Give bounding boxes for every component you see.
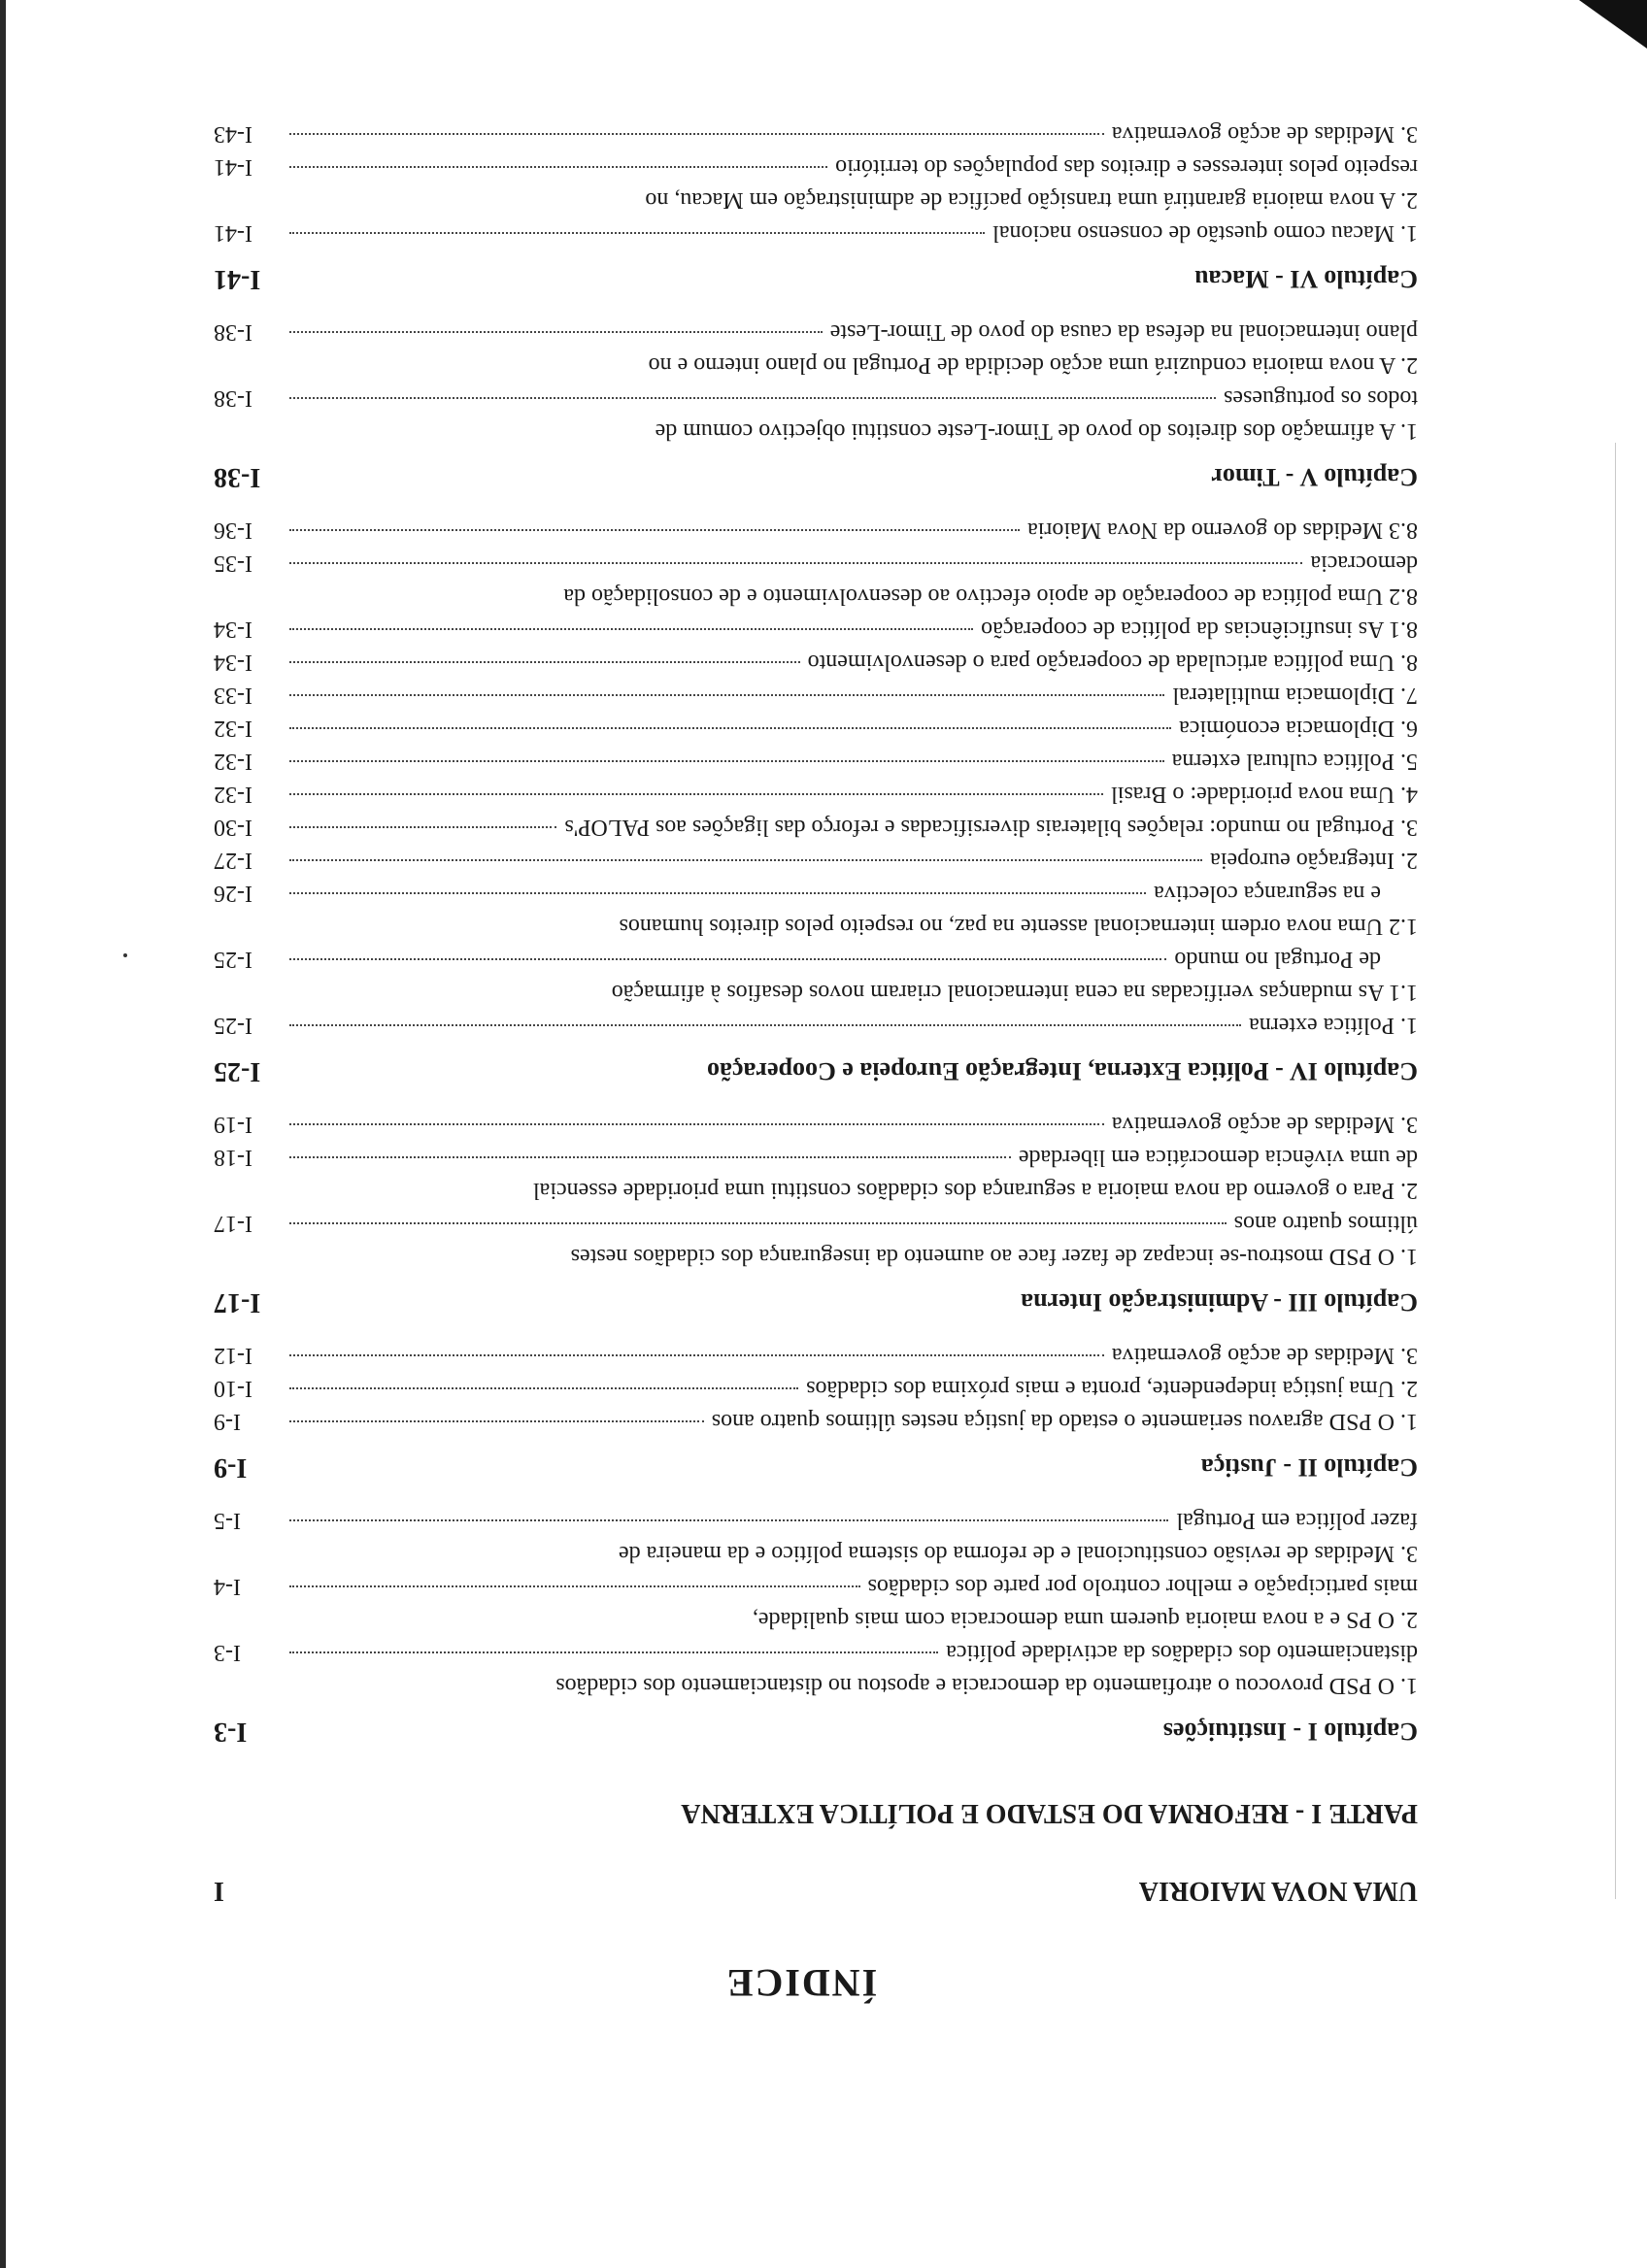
toc-entry <box>214 811 1418 844</box>
toc-entry <box>214 844 1418 877</box>
toc-entry <box>214 745 1418 778</box>
entry-page: I-30 <box>214 815 252 840</box>
chapter-title: Capítulo V - Timor <box>1211 463 1418 491</box>
chapter-heading <box>214 1716 1418 1747</box>
toc-entry <box>214 1504 1418 1570</box>
dot-leader <box>289 331 823 333</box>
toc-entry <box>214 1141 1418 1207</box>
entry-text: 1. Macau como questão de consenso nacional <box>992 220 1418 246</box>
entry-text: 2. Para o governo da nova maioria a segurança dos cidadãos constitui uma prioridade essencial <box>532 1178 1418 1203</box>
chapter-page: I-3 <box>214 1717 248 1747</box>
entry-text: 6. Diplomacia económica <box>1179 716 1418 741</box>
dot-leader <box>289 1387 798 1389</box>
dot-leader <box>289 1354 1104 1356</box>
entry-text: 8.3 Medidas do governo da Nova Maioria <box>1027 517 1418 543</box>
dot-leader <box>289 1024 1241 1026</box>
entry-page: I-18 <box>214 1145 252 1170</box>
part-title: PARTE I - REFORMA DO ESTADO E POLÍTICA EXTERNA <box>681 1798 1418 1828</box>
scan-edge <box>0 0 6 2268</box>
entry-text: 2. A nova maioria conduzirá uma acção decidida de Portugal no plano interno e no <box>648 352 1418 378</box>
chapter-heading <box>214 1451 1418 1483</box>
entry-page: I-43 <box>214 121 252 147</box>
entry-page: I-4 <box>214 1574 241 1599</box>
toc-entry <box>214 1207 1418 1273</box>
toc-entry <box>214 1405 1418 1438</box>
entry-page: I-36 <box>214 517 252 543</box>
dot-leader <box>289 727 1171 729</box>
section-number: I <box>214 1876 224 1906</box>
chapter-page: I-38 <box>214 462 261 492</box>
entry-text: democracia <box>1310 550 1418 576</box>
document-name: UMA NOVA MAIORIA <box>1138 1876 1418 1906</box>
table-of-contents <box>214 117 1418 2006</box>
toc-entry <box>214 316 1418 382</box>
entry-page: I-41 <box>214 154 252 180</box>
dot-leader <box>289 562 1302 564</box>
toc-entry <box>214 943 1418 1009</box>
entry-page: I-32 <box>214 782 252 807</box>
toc-entry <box>214 1108 1418 1141</box>
entry-page: I-41 <box>214 220 252 246</box>
toc-entry <box>214 217 1418 250</box>
entry-text: 1. A afirmação dos direitos do povo de Timor-Leste constitui objectivo comum de <box>655 418 1418 444</box>
entry-text: 1. O PSD mostrou-se incapaz de fazer face ao aumento da insegurança dos cidadãos nestes <box>570 1244 1418 1269</box>
toc-entry <box>214 613 1418 646</box>
entry-text: 8.1 As insuficiências da política de cooperação <box>981 617 1418 642</box>
entry-text: de Portugal no mundo <box>1174 947 1381 972</box>
dot-leader <box>289 661 800 663</box>
entry-text: 3. Medidas de acção governativa <box>1111 121 1418 147</box>
entry-text: 5. Política cultural externa <box>1171 749 1418 774</box>
entry-text: e na segurança colectiva <box>1154 881 1381 906</box>
entry-text: fazer política em Portugal <box>1176 1508 1418 1533</box>
scan-line <box>1615 443 1616 1899</box>
entry-page: I-10 <box>214 1376 252 1401</box>
entry-text: 1.1 As mudanças verificadas na cena internacional criaram novos desafios à afirmação <box>611 980 1418 1005</box>
toc-entry <box>214 1372 1418 1405</box>
entry-text: 4. Uma nova prioridade: o Brasil <box>1111 782 1418 807</box>
entry-text: 2. O PS e a nova maioria querem uma democracia com mais qualidade, <box>752 1607 1418 1632</box>
toc-entry <box>214 382 1418 448</box>
dot-leader <box>289 529 1020 531</box>
chapter-heading <box>214 461 1418 492</box>
entry-page: I-25 <box>214 947 252 972</box>
entry-page: I-34 <box>214 617 252 642</box>
entry-page: I-3 <box>214 1640 241 1665</box>
dot-leader <box>289 628 973 630</box>
chapter-title: Capítulo I - Instituições <box>1162 1718 1418 1746</box>
toc-entry <box>214 150 1418 217</box>
dot-leader <box>289 1123 1104 1125</box>
dot-leader <box>289 1420 704 1422</box>
entry-text: mais participação e melhor controlo por parte dos cidadãos <box>867 1574 1418 1599</box>
chapter-page: I-17 <box>214 1287 261 1317</box>
toc-entry <box>214 646 1418 679</box>
page-title: ÍNDICE <box>724 1961 878 2005</box>
entry-page: I-26 <box>214 881 252 906</box>
chapter-title: Capítulo IV - Política Externa, Integração Europeia e Cooperação <box>706 1057 1418 1085</box>
toc-entry <box>214 679 1418 712</box>
chapter-heading <box>214 263 1418 294</box>
entry-text: 1. O PSD provocou o atrofiamento da democracia e apostou no distanciamento dos cidadãos <box>555 1673 1418 1698</box>
scan-corner-mark <box>1579 0 1647 49</box>
dot-leader <box>289 397 1216 399</box>
entry-text: 7. Diplomacia multilateral <box>1172 683 1418 708</box>
entry-text: 3. Medidas de revisão constitucional e de reforma do sistema político e da maneira de <box>618 1541 1418 1566</box>
toc-list <box>214 117 1418 1747</box>
chapter-title: Capítulo III - Administração Interna <box>1021 1288 1418 1317</box>
entry-page: I-19 <box>214 1112 252 1137</box>
chapter-title: Capítulo VI - Macau <box>1194 265 1418 293</box>
dot-leader <box>289 1222 1227 1224</box>
entry-text: todos os portugueses <box>1224 385 1418 411</box>
dot-leader <box>289 1519 1168 1521</box>
entry-page: I-34 <box>214 650 252 675</box>
entry-text: 1. Política externa <box>1249 1013 1418 1038</box>
dot-leader <box>289 826 556 828</box>
entry-page: I-12 <box>214 1343 252 1368</box>
dot-leader <box>289 694 1164 696</box>
entry-page: I-27 <box>214 848 252 873</box>
chapter-heading <box>214 1055 1418 1086</box>
entry-page: I-33 <box>214 683 252 708</box>
entry-text: 1. O PSD agravou seriamente o estado da justiça nestes últimos quatro anos <box>711 1409 1418 1434</box>
toc-entry <box>214 712 1418 745</box>
toc-entry <box>214 877 1418 943</box>
entry-page: I-32 <box>214 749 252 774</box>
entry-page: I-25 <box>214 1013 252 1038</box>
dot-leader <box>289 760 1164 762</box>
scan-speck <box>123 953 127 957</box>
entry-page: I-32 <box>214 716 252 741</box>
entry-page: I-35 <box>214 550 252 576</box>
entry-page: I-38 <box>214 319 252 345</box>
toc-entry <box>214 1339 1418 1372</box>
toc-entry <box>214 1636 1418 1702</box>
dot-leader <box>289 166 827 168</box>
entry-text: plano internacional na defesa da causa do povo de Timor-Leste <box>829 319 1418 345</box>
entry-text: 8.2 Uma política de cooperação de apoio efectivo ao desenvolvimento e de consolidação da <box>563 584 1418 609</box>
entry-page: I-17 <box>214 1211 252 1236</box>
toc-entry <box>214 117 1418 150</box>
dot-leader <box>289 1156 1011 1158</box>
entry-page: I-38 <box>214 385 252 411</box>
entry-text: últimos quatro anos <box>1233 1211 1418 1236</box>
document-header <box>214 1875 1418 1906</box>
dot-leader <box>289 1651 938 1653</box>
entry-text: 3. Portugal no mundo: relações bilaterais diversificadas e reforço das ligações aos PALOP's <box>564 815 1418 840</box>
dot-leader <box>289 232 985 234</box>
entry-text: distanciamento dos cidadãos da actividade política <box>946 1640 1418 1665</box>
toc-entry <box>214 514 1418 547</box>
entry-text: respeito pelos interesses e direitos das populações do território <box>835 154 1418 180</box>
entry-page: I-5 <box>214 1508 241 1533</box>
chapter-page: I-25 <box>214 1056 261 1086</box>
entry-text: 1.2 Uma nova ordem internacional assente na paz, no respeito pelos direitos humanos <box>619 914 1418 939</box>
chapter-page: I-9 <box>214 1452 248 1483</box>
dot-leader <box>289 1585 860 1587</box>
toc-entry <box>214 1009 1418 1042</box>
dot-leader <box>289 892 1146 894</box>
entry-text: 8. Uma política articulada de cooperação para o desenvolvimento <box>807 650 1418 675</box>
entry-text: 2. A nova maioria garantirá uma transição pacífica de administração em Macau, no <box>645 187 1418 213</box>
entry-text: 2. Uma justiça independente, pronta e mais próxima dos cidadãos <box>806 1376 1418 1401</box>
entry-page: I-9 <box>214 1409 241 1434</box>
chapter-page: I-41 <box>214 264 261 294</box>
entry-text: 3. Medidas de acção governativa <box>1111 1112 1418 1137</box>
entry-text: 2. Integração europeia <box>1210 848 1418 873</box>
toc-entry <box>214 547 1418 613</box>
entry-text: 3. Medidas de acção governativa <box>1111 1343 1418 1368</box>
toc-entry <box>214 778 1418 811</box>
dot-leader <box>289 793 1103 795</box>
dot-leader <box>289 133 1104 135</box>
dot-leader <box>289 859 1202 861</box>
chapter-title: Capítulo II - Justiça <box>1200 1453 1418 1482</box>
entry-text: de uma vivência democrática em liberdade <box>1018 1145 1418 1170</box>
toc-entry <box>214 1570 1418 1636</box>
dot-leader <box>289 958 1166 960</box>
chapter-heading <box>214 1286 1418 1317</box>
